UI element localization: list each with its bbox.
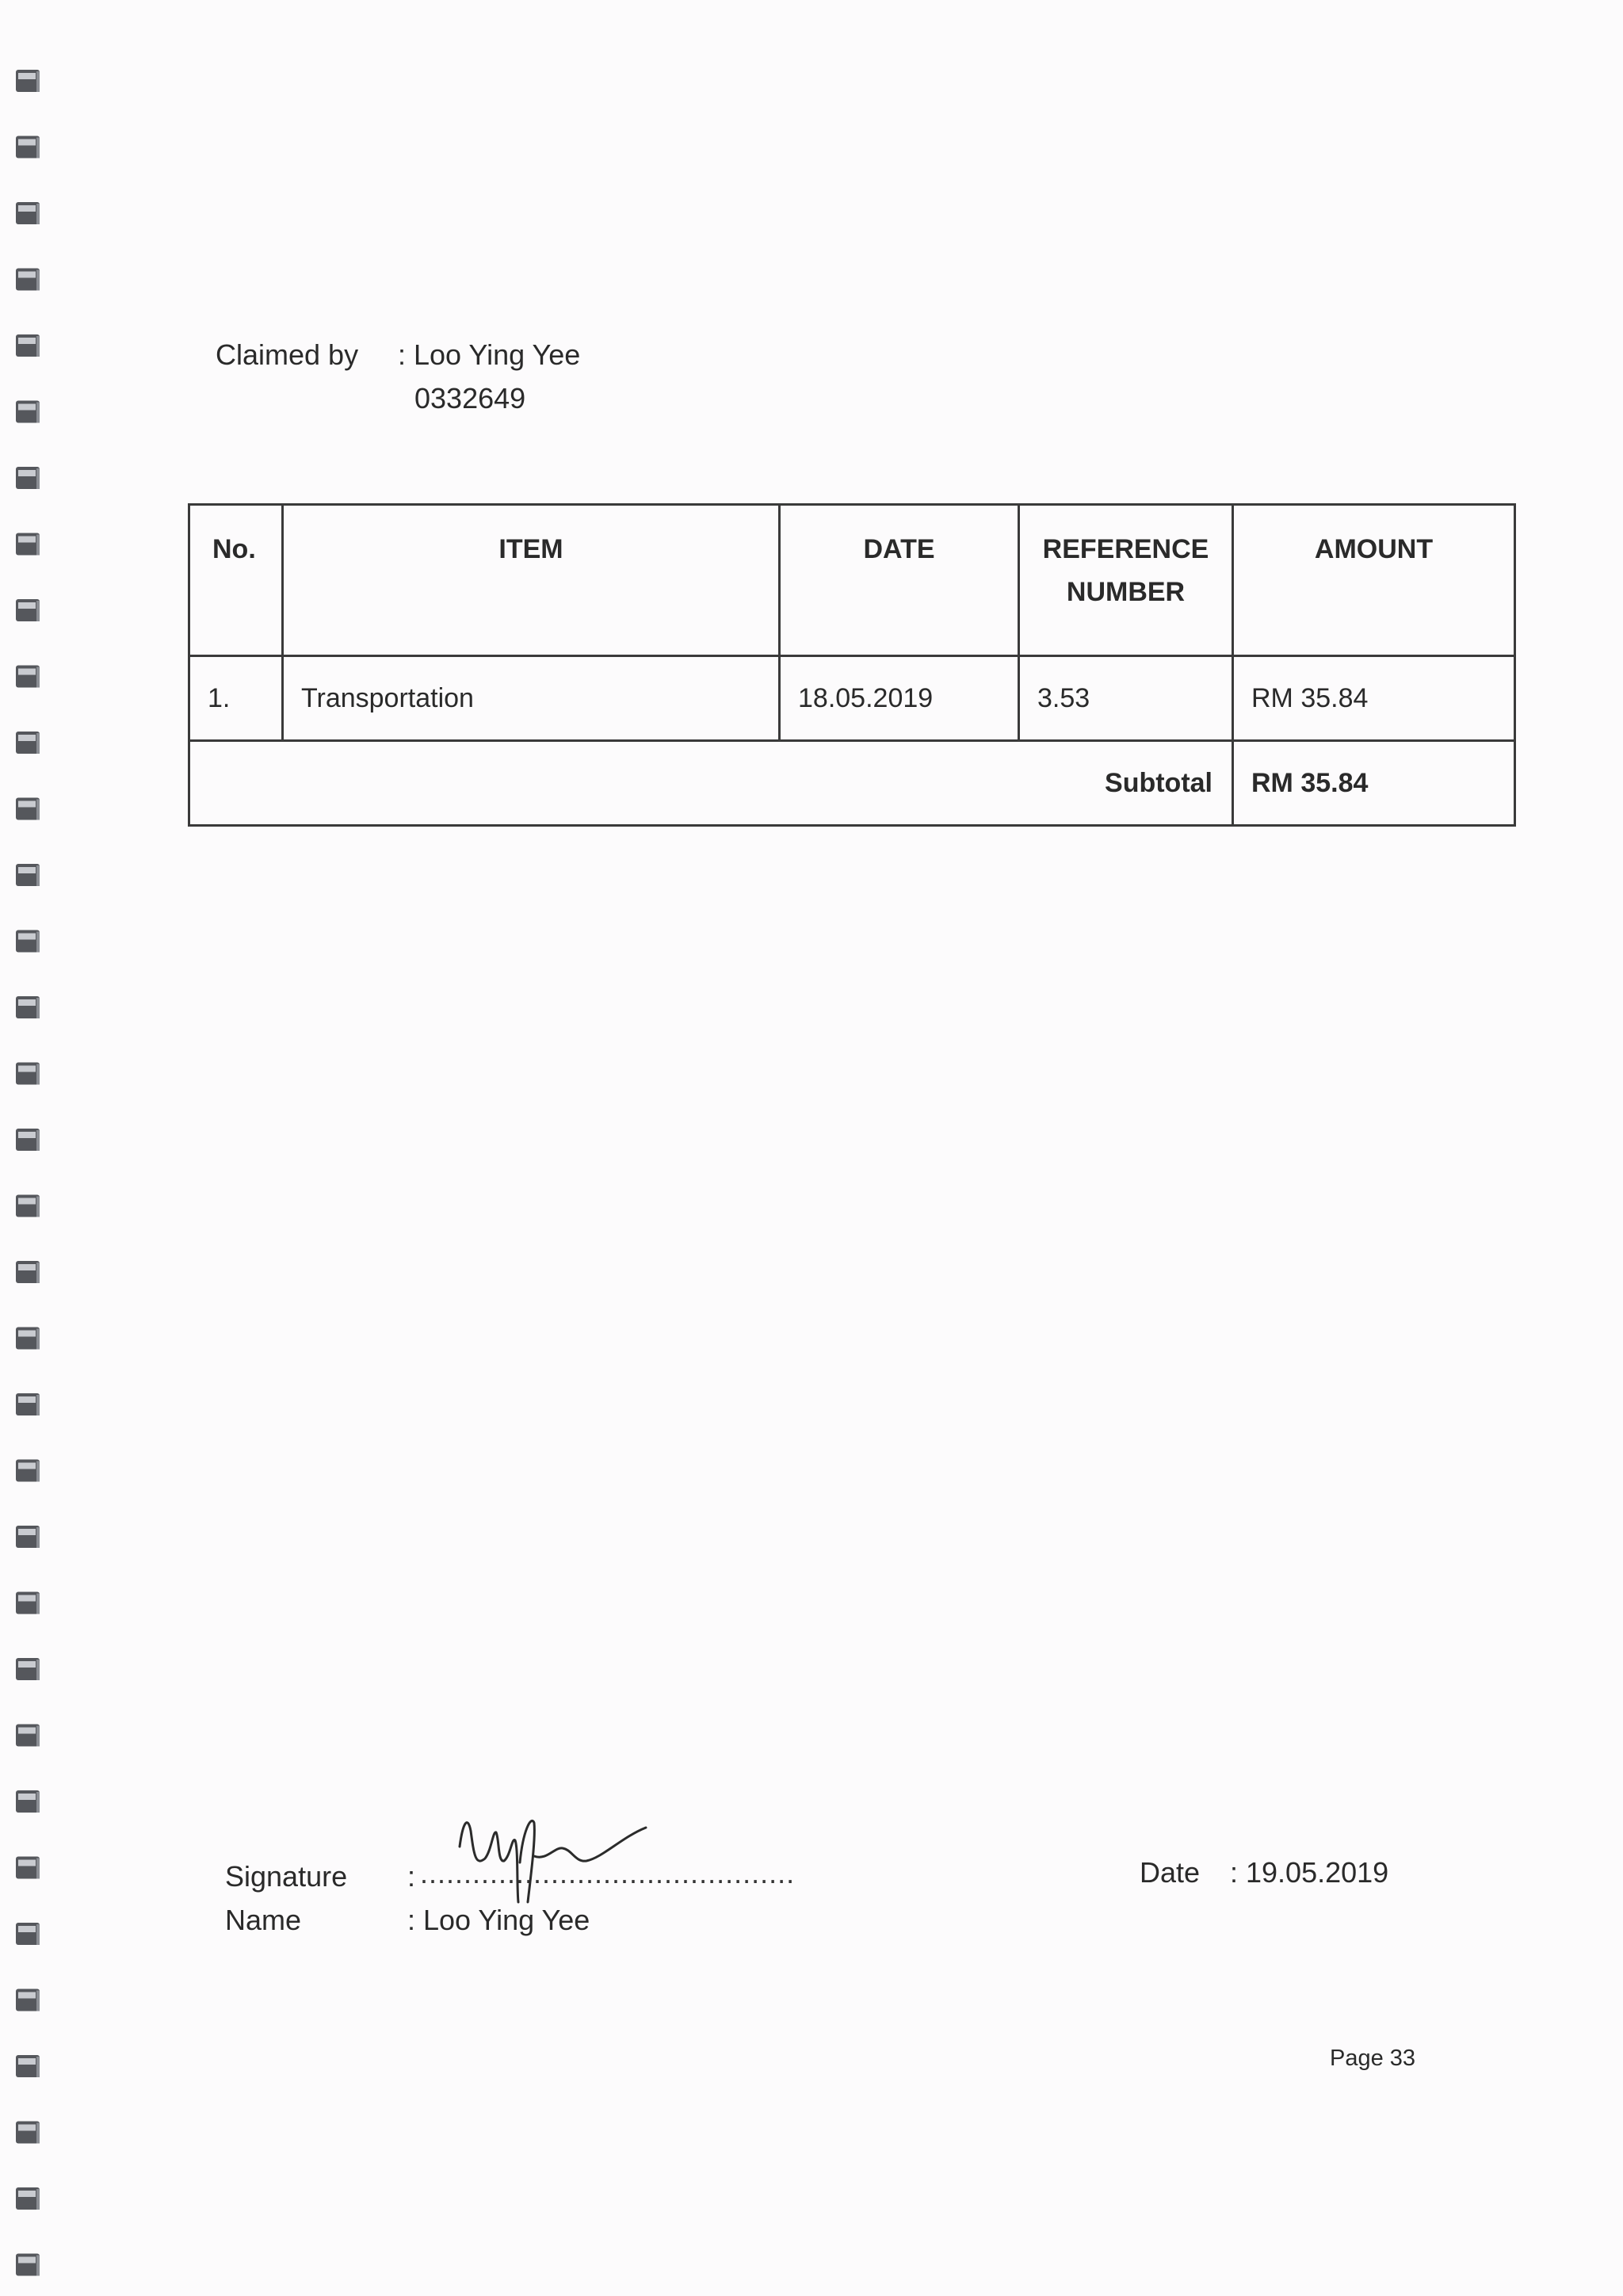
page-number: Page 33 [1330, 2046, 1416, 2071]
name-label: Name [225, 1904, 302, 1936]
signature-line: ........................................... [420, 1857, 796, 1889]
row-amount: RM 35.84 [1233, 656, 1515, 741]
header-reference-line2: NUMBER [1066, 577, 1186, 607]
binding-ring [16, 1129, 40, 1151]
row-reference: 3.53 [1019, 656, 1233, 741]
binding-ring [16, 930, 40, 953]
header-date: DATE [780, 505, 1019, 656]
binding-ring [16, 467, 40, 489]
date-value: : 19.05.2019 [1230, 1856, 1389, 1889]
binding-ring [16, 1923, 40, 1945]
binding-ring [16, 1857, 40, 1879]
row-item: Transportation [283, 656, 780, 741]
binding-ring [16, 996, 40, 1018]
header-no: No. [189, 505, 283, 656]
signature-label: Signature [225, 1860, 348, 1893]
spiral-binding [0, 0, 55, 2296]
table-header-row [189, 505, 1515, 656]
binding-ring [16, 1195, 40, 1217]
binding-ring [16, 1790, 40, 1813]
binding-ring [16, 1526, 40, 1548]
binding-ring [16, 1063, 40, 1085]
signature-colon: : [407, 1860, 416, 1893]
table-row [189, 656, 1515, 741]
binding-ring [16, 1592, 40, 1614]
handwritten-signature [452, 1799, 650, 1918]
binding-ring [16, 533, 40, 556]
binding-ring [16, 798, 40, 820]
binding-ring [16, 666, 40, 688]
binding-ring [16, 864, 40, 886]
binding-ring [16, 1725, 40, 1747]
date-label: Date [1140, 1856, 1201, 1889]
subtotal-value: RM 35.84 [1233, 741, 1515, 826]
binding-ring [16, 202, 40, 224]
subtotal-row [189, 741, 1515, 826]
subtotal-label: Subtotal [189, 741, 1233, 826]
claimant-id: 0332649 [414, 382, 526, 415]
header-reference-line1: REFERENCE [1042, 534, 1209, 564]
binding-ring [16, 401, 40, 423]
binding-ring [16, 2187, 40, 2210]
header-reference-number [1019, 505, 1233, 656]
binding-ring [16, 70, 40, 92]
binding-ring [16, 2055, 40, 2077]
binding-ring [16, 269, 40, 291]
name-value: : Loo Ying Yee [407, 1904, 590, 1936]
header-amount: AMOUNT [1233, 505, 1515, 656]
claimed-by-label: Claimed by [216, 338, 359, 371]
header-item: ITEM [283, 505, 780, 656]
binding-ring [16, 2122, 40, 2144]
binding-ring [16, 1393, 40, 1415]
claims-table [188, 503, 1516, 827]
binding-ring [16, 1989, 40, 2011]
binding-ring [16, 1261, 40, 1283]
binding-ring [16, 1328, 40, 1350]
claimant-name: : Loo Ying Yee [398, 338, 581, 371]
row-date: 18.05.2019 [780, 656, 1019, 741]
row-no: 1. [189, 656, 283, 741]
binding-ring [16, 1658, 40, 1680]
binding-ring [16, 2254, 40, 2276]
binding-ring [16, 1460, 40, 1482]
binding-ring [16, 136, 40, 159]
binding-ring [16, 732, 40, 754]
binding-ring [16, 334, 40, 357]
binding-ring [16, 599, 40, 621]
